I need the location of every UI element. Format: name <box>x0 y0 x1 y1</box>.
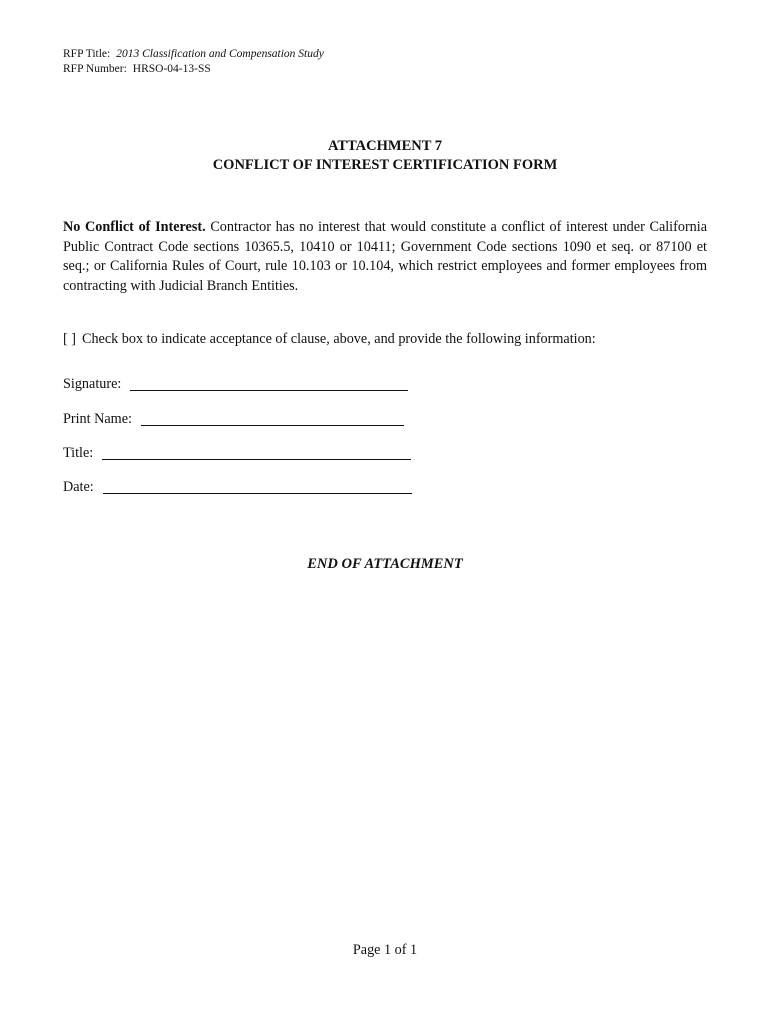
signature-field-row <box>63 373 408 394</box>
print-name-field[interactable] <box>141 411 404 426</box>
clause-lead: No Conflict of Interest. <box>63 219 206 235</box>
signature-field[interactable] <box>130 376 408 391</box>
title-label: Title: <box>63 445 94 461</box>
rfp-title-value: 2013 Classification and Compensation Study <box>116 48 324 60</box>
signature-label: Signature: <box>63 376 122 392</box>
date-label: Date: <box>63 479 94 495</box>
attachment-number: ATTACHMENT 7 <box>328 138 442 154</box>
no-conflict-clause <box>63 218 707 296</box>
page-number: Page 1 of 1 <box>352 942 418 958</box>
acceptance-text: Check box to indicate acceptance of clause, above, and provide the following information: <box>82 331 596 347</box>
rfp-title-label: RFP Title: <box>63 48 111 60</box>
print-name-label: Print Name: <box>63 411 132 427</box>
title-field-row <box>63 442 411 463</box>
rfp-number-value: HRSO-04-13-SS <box>132 63 211 75</box>
form-title: CONFLICT OF INTEREST CERTIFICATION FORM <box>212 157 558 173</box>
page-title <box>0 137 770 175</box>
acceptance-line <box>63 330 596 349</box>
rfp-number-row <box>63 62 324 77</box>
title-field[interactable] <box>102 445 411 460</box>
date-field-row <box>63 476 412 497</box>
rfp-title-row <box>63 47 324 62</box>
print-name-field-row <box>63 408 404 429</box>
document-header <box>63 47 324 77</box>
date-field[interactable] <box>103 479 412 494</box>
end-of-attachment: END OF ATTACHMENT <box>307 556 463 572</box>
rfp-number-label: RFP Number: <box>63 63 127 75</box>
acceptance-checkbox[interactable]: [ ] <box>63 331 76 347</box>
clause-body: Contractor has no interest that would constitute a conflict of interest under California Public Contract Code sections 10365.5, 10410 or 10411; Government Code sections 1090 et seq. or 87100 et seq.; or California Rules of Court, rule 10.103 or 10.104, which restrict employees and former employees from contracting with Judicial Branch Entities. <box>63 219 707 294</box>
